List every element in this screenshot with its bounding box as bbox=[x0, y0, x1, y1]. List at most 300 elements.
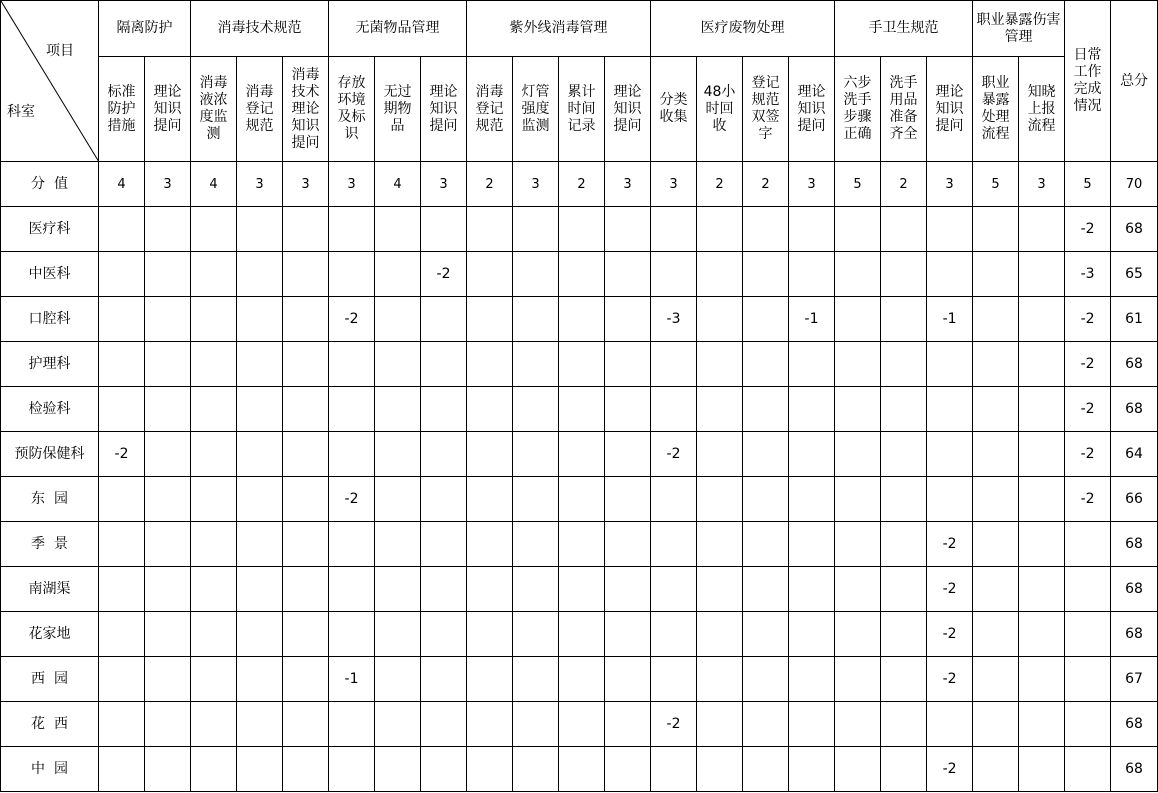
table-cell bbox=[651, 387, 697, 432]
table-cell bbox=[835, 567, 881, 612]
dept-name: 口腔科 bbox=[1, 297, 99, 342]
table-cell bbox=[973, 297, 1019, 342]
table-cell: 2 bbox=[743, 162, 789, 207]
table-cell bbox=[421, 342, 467, 387]
table-cell bbox=[1019, 702, 1065, 747]
table-cell bbox=[421, 207, 467, 252]
table-cell bbox=[927, 477, 973, 522]
table-cell bbox=[283, 252, 329, 297]
table-cell bbox=[651, 207, 697, 252]
table-cell bbox=[421, 702, 467, 747]
table-row bbox=[1, 612, 1158, 657]
table-body bbox=[1, 162, 1158, 792]
table-cell bbox=[651, 477, 697, 522]
table-cell bbox=[697, 612, 743, 657]
table-cell bbox=[697, 207, 743, 252]
table-cell bbox=[283, 522, 329, 567]
table-cell bbox=[697, 387, 743, 432]
table-cell: -2 bbox=[1065, 387, 1111, 432]
table-cell bbox=[99, 657, 145, 702]
table-cell bbox=[99, 567, 145, 612]
table-cell bbox=[513, 612, 559, 657]
table-cell bbox=[835, 297, 881, 342]
table-cell bbox=[835, 207, 881, 252]
table-cell bbox=[191, 747, 237, 792]
table-cell bbox=[421, 432, 467, 477]
table-cell bbox=[789, 432, 835, 477]
table-cell: -2 bbox=[329, 477, 375, 522]
table-cell bbox=[329, 252, 375, 297]
table-cell bbox=[559, 432, 605, 477]
table-cell bbox=[697, 567, 743, 612]
table-cell bbox=[559, 477, 605, 522]
dept-name: 中医科 bbox=[1, 252, 99, 297]
score-row bbox=[1, 162, 1158, 207]
table-cell bbox=[559, 522, 605, 567]
table-cell bbox=[789, 387, 835, 432]
total-header: 总分 bbox=[1111, 1, 1158, 162]
dept-name: 医疗科 bbox=[1, 207, 99, 252]
table-cell bbox=[1065, 522, 1111, 567]
table-cell: 3 bbox=[789, 162, 835, 207]
subitem-header: 理论知识提问 bbox=[421, 57, 467, 162]
table-cell: -2 bbox=[1065, 207, 1111, 252]
table-cell: 68 bbox=[1111, 207, 1158, 252]
table-cell bbox=[697, 477, 743, 522]
table-cell bbox=[191, 342, 237, 387]
table-cell: -2 bbox=[329, 297, 375, 342]
subitem-header: 职业暴露处理流程 bbox=[973, 57, 1019, 162]
table-cell bbox=[651, 252, 697, 297]
table-cell bbox=[605, 342, 651, 387]
table-cell bbox=[191, 567, 237, 612]
table-cell: 68 bbox=[1111, 702, 1158, 747]
table-cell: 4 bbox=[191, 162, 237, 207]
dept-name: 检验科 bbox=[1, 387, 99, 432]
table-cell bbox=[743, 522, 789, 567]
table-cell bbox=[973, 702, 1019, 747]
table-cell bbox=[375, 432, 421, 477]
table-cell: -2 bbox=[927, 567, 973, 612]
table-cell bbox=[651, 657, 697, 702]
table-cell: 4 bbox=[99, 162, 145, 207]
table-cell bbox=[1065, 702, 1111, 747]
corner-header bbox=[1, 1, 99, 162]
table-cell bbox=[1019, 387, 1065, 432]
table-cell bbox=[1019, 477, 1065, 522]
table-cell bbox=[973, 387, 1019, 432]
table-cell bbox=[421, 387, 467, 432]
table-row bbox=[1, 297, 1158, 342]
table-cell bbox=[513, 477, 559, 522]
table-cell bbox=[283, 432, 329, 477]
table-cell bbox=[467, 432, 513, 477]
table-cell bbox=[191, 702, 237, 747]
table-cell bbox=[835, 657, 881, 702]
table-cell bbox=[467, 207, 513, 252]
table-cell bbox=[283, 387, 329, 432]
table-cell bbox=[237, 342, 283, 387]
table-cell bbox=[283, 612, 329, 657]
table-cell: -2 bbox=[1065, 297, 1111, 342]
table-cell bbox=[467, 747, 513, 792]
table-cell: 3 bbox=[605, 162, 651, 207]
table-cell bbox=[697, 252, 743, 297]
table-cell: 3 bbox=[145, 162, 191, 207]
table-cell: 3 bbox=[927, 162, 973, 207]
table-cell bbox=[973, 657, 1019, 702]
dept-name: 南湖渠 bbox=[1, 567, 99, 612]
table-cell bbox=[743, 207, 789, 252]
table-cell bbox=[881, 342, 927, 387]
subitem-header: 消毒技术理论知识提问 bbox=[283, 57, 329, 162]
table-cell bbox=[559, 387, 605, 432]
table-cell bbox=[375, 657, 421, 702]
table-cell bbox=[375, 477, 421, 522]
group-header: 手卫生规范 bbox=[835, 1, 973, 57]
table-cell bbox=[605, 567, 651, 612]
table-cell bbox=[927, 252, 973, 297]
table-cell: 68 bbox=[1111, 342, 1158, 387]
table-cell bbox=[99, 252, 145, 297]
table-cell: 4 bbox=[375, 162, 421, 207]
table-cell bbox=[99, 522, 145, 567]
table-cell bbox=[329, 432, 375, 477]
table-cell bbox=[789, 612, 835, 657]
table-cell bbox=[191, 432, 237, 477]
table-cell: -2 bbox=[1065, 342, 1111, 387]
table-cell bbox=[467, 387, 513, 432]
subitem-header: 理论知识提问 bbox=[789, 57, 835, 162]
daily-work-header: 日常工作完成情况 bbox=[1065, 1, 1111, 162]
table-cell bbox=[237, 657, 283, 702]
group-header: 职业暴露伤害管理 bbox=[973, 1, 1065, 57]
table-cell bbox=[145, 522, 191, 567]
table-row bbox=[1, 702, 1158, 747]
table-cell bbox=[881, 387, 927, 432]
table-cell bbox=[651, 612, 697, 657]
table-cell bbox=[283, 297, 329, 342]
table-cell: 68 bbox=[1111, 567, 1158, 612]
table-cell bbox=[605, 387, 651, 432]
table-cell: -2 bbox=[651, 702, 697, 747]
table-cell bbox=[559, 702, 605, 747]
subitem-header: 存放环境及标识 bbox=[329, 57, 375, 162]
table-cell: 2 bbox=[559, 162, 605, 207]
table-cell bbox=[99, 477, 145, 522]
table-row bbox=[1, 387, 1158, 432]
table-cell bbox=[467, 567, 513, 612]
subitem-header: 登记规范双签字 bbox=[743, 57, 789, 162]
table-cell bbox=[559, 342, 605, 387]
table-cell bbox=[881, 207, 927, 252]
table-cell: -2 bbox=[927, 657, 973, 702]
table-cell bbox=[513, 252, 559, 297]
table-cell bbox=[145, 252, 191, 297]
table-cell bbox=[881, 477, 927, 522]
table-cell bbox=[237, 522, 283, 567]
group-header: 紫外线消毒管理 bbox=[467, 1, 651, 57]
table-cell bbox=[605, 522, 651, 567]
table-cell bbox=[237, 252, 283, 297]
table-cell bbox=[605, 612, 651, 657]
table-cell bbox=[881, 702, 927, 747]
table-cell bbox=[329, 702, 375, 747]
table-cell bbox=[697, 342, 743, 387]
table-cell bbox=[1019, 207, 1065, 252]
table-cell bbox=[145, 387, 191, 432]
table-cell bbox=[559, 297, 605, 342]
table-cell bbox=[835, 432, 881, 477]
table-cell bbox=[329, 207, 375, 252]
table-cell bbox=[237, 612, 283, 657]
table-cell: 2 bbox=[467, 162, 513, 207]
table-cell bbox=[743, 747, 789, 792]
table-cell bbox=[375, 387, 421, 432]
table-row bbox=[1, 522, 1158, 567]
subitem-header: 知晓上报流程 bbox=[1019, 57, 1065, 162]
table-cell bbox=[605, 657, 651, 702]
table-cell bbox=[467, 522, 513, 567]
subitem-header: 分类收集 bbox=[651, 57, 697, 162]
table-cell bbox=[927, 702, 973, 747]
table-cell bbox=[835, 522, 881, 567]
table-cell: 61 bbox=[1111, 297, 1158, 342]
table-cell: 64 bbox=[1111, 432, 1158, 477]
table-cell bbox=[973, 747, 1019, 792]
score-row-label: 分 值 bbox=[1, 162, 99, 207]
table-cell bbox=[881, 297, 927, 342]
table-cell bbox=[743, 432, 789, 477]
dept-name: 季 景 bbox=[1, 522, 99, 567]
table-cell bbox=[973, 342, 1019, 387]
table-cell bbox=[145, 477, 191, 522]
table-cell bbox=[697, 657, 743, 702]
table-cell bbox=[927, 342, 973, 387]
table-cell: -2 bbox=[99, 432, 145, 477]
table-cell bbox=[973, 432, 1019, 477]
table-cell bbox=[973, 477, 1019, 522]
table-cell: 3 bbox=[421, 162, 467, 207]
table-cell bbox=[605, 297, 651, 342]
table-cell bbox=[237, 567, 283, 612]
table-cell bbox=[789, 342, 835, 387]
group-header: 消毒技术规范 bbox=[191, 1, 329, 57]
table-row bbox=[1, 432, 1158, 477]
table-cell bbox=[467, 702, 513, 747]
table-cell: 3 bbox=[283, 162, 329, 207]
table-cell bbox=[283, 657, 329, 702]
table-cell bbox=[191, 477, 237, 522]
table-cell bbox=[743, 342, 789, 387]
subitem-header: 无过期物品 bbox=[375, 57, 421, 162]
table-cell bbox=[283, 702, 329, 747]
table-cell bbox=[237, 432, 283, 477]
table-cell bbox=[145, 432, 191, 477]
table-cell bbox=[237, 387, 283, 432]
table-row bbox=[1, 252, 1158, 297]
table-cell bbox=[927, 432, 973, 477]
corner-item-label: 项目 bbox=[46, 43, 74, 59]
table-cell bbox=[329, 522, 375, 567]
table-cell bbox=[467, 342, 513, 387]
table-cell bbox=[1019, 747, 1065, 792]
table-cell: 5 bbox=[1065, 162, 1111, 207]
table-cell bbox=[283, 342, 329, 387]
table-cell bbox=[881, 252, 927, 297]
table-cell bbox=[421, 297, 467, 342]
table-cell bbox=[375, 522, 421, 567]
table-cell bbox=[743, 252, 789, 297]
table-cell bbox=[375, 207, 421, 252]
table-cell bbox=[559, 567, 605, 612]
table-cell bbox=[651, 342, 697, 387]
table-cell bbox=[329, 567, 375, 612]
table-cell bbox=[99, 297, 145, 342]
table-cell bbox=[881, 612, 927, 657]
subitem-header: 消毒登记规范 bbox=[237, 57, 283, 162]
table-cell bbox=[237, 702, 283, 747]
table-cell bbox=[605, 207, 651, 252]
table-cell bbox=[1019, 342, 1065, 387]
table-cell: 68 bbox=[1111, 387, 1158, 432]
table-cell bbox=[467, 612, 513, 657]
table-cell bbox=[743, 702, 789, 747]
table-cell bbox=[145, 297, 191, 342]
table-cell bbox=[421, 522, 467, 567]
corner-diagonal-line bbox=[1, 1, 99, 162]
table-cell bbox=[191, 297, 237, 342]
table-cell bbox=[99, 207, 145, 252]
table-cell bbox=[973, 612, 1019, 657]
subitem-header: 理论知识提问 bbox=[145, 57, 191, 162]
table-cell bbox=[789, 207, 835, 252]
table-cell bbox=[1065, 747, 1111, 792]
subitem-header: 标准防护措施 bbox=[99, 57, 145, 162]
table-cell bbox=[1065, 612, 1111, 657]
table-cell: 70 bbox=[1111, 162, 1158, 207]
table-cell bbox=[697, 297, 743, 342]
table-cell: 2 bbox=[881, 162, 927, 207]
dept-name: 东 园 bbox=[1, 477, 99, 522]
table-cell bbox=[513, 387, 559, 432]
subitem-header: 48小时回收 bbox=[697, 57, 743, 162]
table-cell bbox=[513, 747, 559, 792]
table-cell: 68 bbox=[1111, 612, 1158, 657]
table-cell: -1 bbox=[789, 297, 835, 342]
table-cell bbox=[513, 297, 559, 342]
group-header: 无菌物品管理 bbox=[329, 1, 467, 57]
table-cell bbox=[559, 612, 605, 657]
table-cell bbox=[513, 342, 559, 387]
table-cell bbox=[375, 567, 421, 612]
dept-name: 花家地 bbox=[1, 612, 99, 657]
table-cell bbox=[237, 207, 283, 252]
table-cell bbox=[99, 342, 145, 387]
table-cell bbox=[99, 387, 145, 432]
table-cell bbox=[881, 657, 927, 702]
table-cell bbox=[835, 477, 881, 522]
table-cell bbox=[651, 522, 697, 567]
table-cell bbox=[881, 522, 927, 567]
table-cell bbox=[789, 252, 835, 297]
table-cell bbox=[513, 657, 559, 702]
table-cell bbox=[375, 252, 421, 297]
table-cell bbox=[743, 297, 789, 342]
dept-name: 护理科 bbox=[1, 342, 99, 387]
table-cell bbox=[605, 702, 651, 747]
table-cell bbox=[1019, 612, 1065, 657]
table-cell bbox=[1065, 657, 1111, 702]
table-cell bbox=[329, 612, 375, 657]
dept-name: 中 园 bbox=[1, 747, 99, 792]
table-cell bbox=[191, 522, 237, 567]
table-cell bbox=[467, 297, 513, 342]
table-row bbox=[1, 747, 1158, 792]
table-cell bbox=[881, 567, 927, 612]
table-cell bbox=[559, 747, 605, 792]
table-cell bbox=[651, 567, 697, 612]
table-cell bbox=[375, 612, 421, 657]
table-cell: -3 bbox=[651, 297, 697, 342]
table-cell bbox=[145, 207, 191, 252]
subitem-header: 理论知识提问 bbox=[927, 57, 973, 162]
table-cell: 3 bbox=[329, 162, 375, 207]
table-cell bbox=[191, 612, 237, 657]
table-cell bbox=[1019, 522, 1065, 567]
table-cell bbox=[927, 207, 973, 252]
table-cell bbox=[973, 252, 1019, 297]
table-cell bbox=[559, 207, 605, 252]
table-cell bbox=[99, 612, 145, 657]
table-cell bbox=[789, 747, 835, 792]
table-cell bbox=[605, 432, 651, 477]
table-cell bbox=[283, 207, 329, 252]
table-cell bbox=[789, 657, 835, 702]
table-cell bbox=[421, 747, 467, 792]
table-row bbox=[1, 567, 1158, 612]
table-cell: 3 bbox=[237, 162, 283, 207]
table-cell bbox=[835, 342, 881, 387]
subitem-header: 洗手用品准备齐全 bbox=[881, 57, 927, 162]
table-row bbox=[1, 477, 1158, 522]
table-cell bbox=[513, 702, 559, 747]
table-cell bbox=[467, 657, 513, 702]
table-cell bbox=[1019, 432, 1065, 477]
table-cell bbox=[1019, 297, 1065, 342]
table-cell bbox=[1019, 252, 1065, 297]
table-cell bbox=[789, 522, 835, 567]
table-cell bbox=[421, 567, 467, 612]
subitem-header: 理论知识提问 bbox=[605, 57, 651, 162]
table-cell: -2 bbox=[1065, 477, 1111, 522]
table-cell bbox=[145, 657, 191, 702]
table-cell bbox=[513, 207, 559, 252]
table-cell: 5 bbox=[835, 162, 881, 207]
table-cell bbox=[237, 477, 283, 522]
table-cell bbox=[973, 567, 1019, 612]
table-cell bbox=[513, 567, 559, 612]
table-cell bbox=[835, 747, 881, 792]
table-cell: -2 bbox=[421, 252, 467, 297]
table-row bbox=[1, 207, 1158, 252]
table-cell bbox=[559, 252, 605, 297]
table-cell bbox=[789, 702, 835, 747]
table-cell bbox=[237, 297, 283, 342]
table-cell bbox=[881, 747, 927, 792]
table-cell: -2 bbox=[927, 522, 973, 567]
table-cell bbox=[145, 702, 191, 747]
